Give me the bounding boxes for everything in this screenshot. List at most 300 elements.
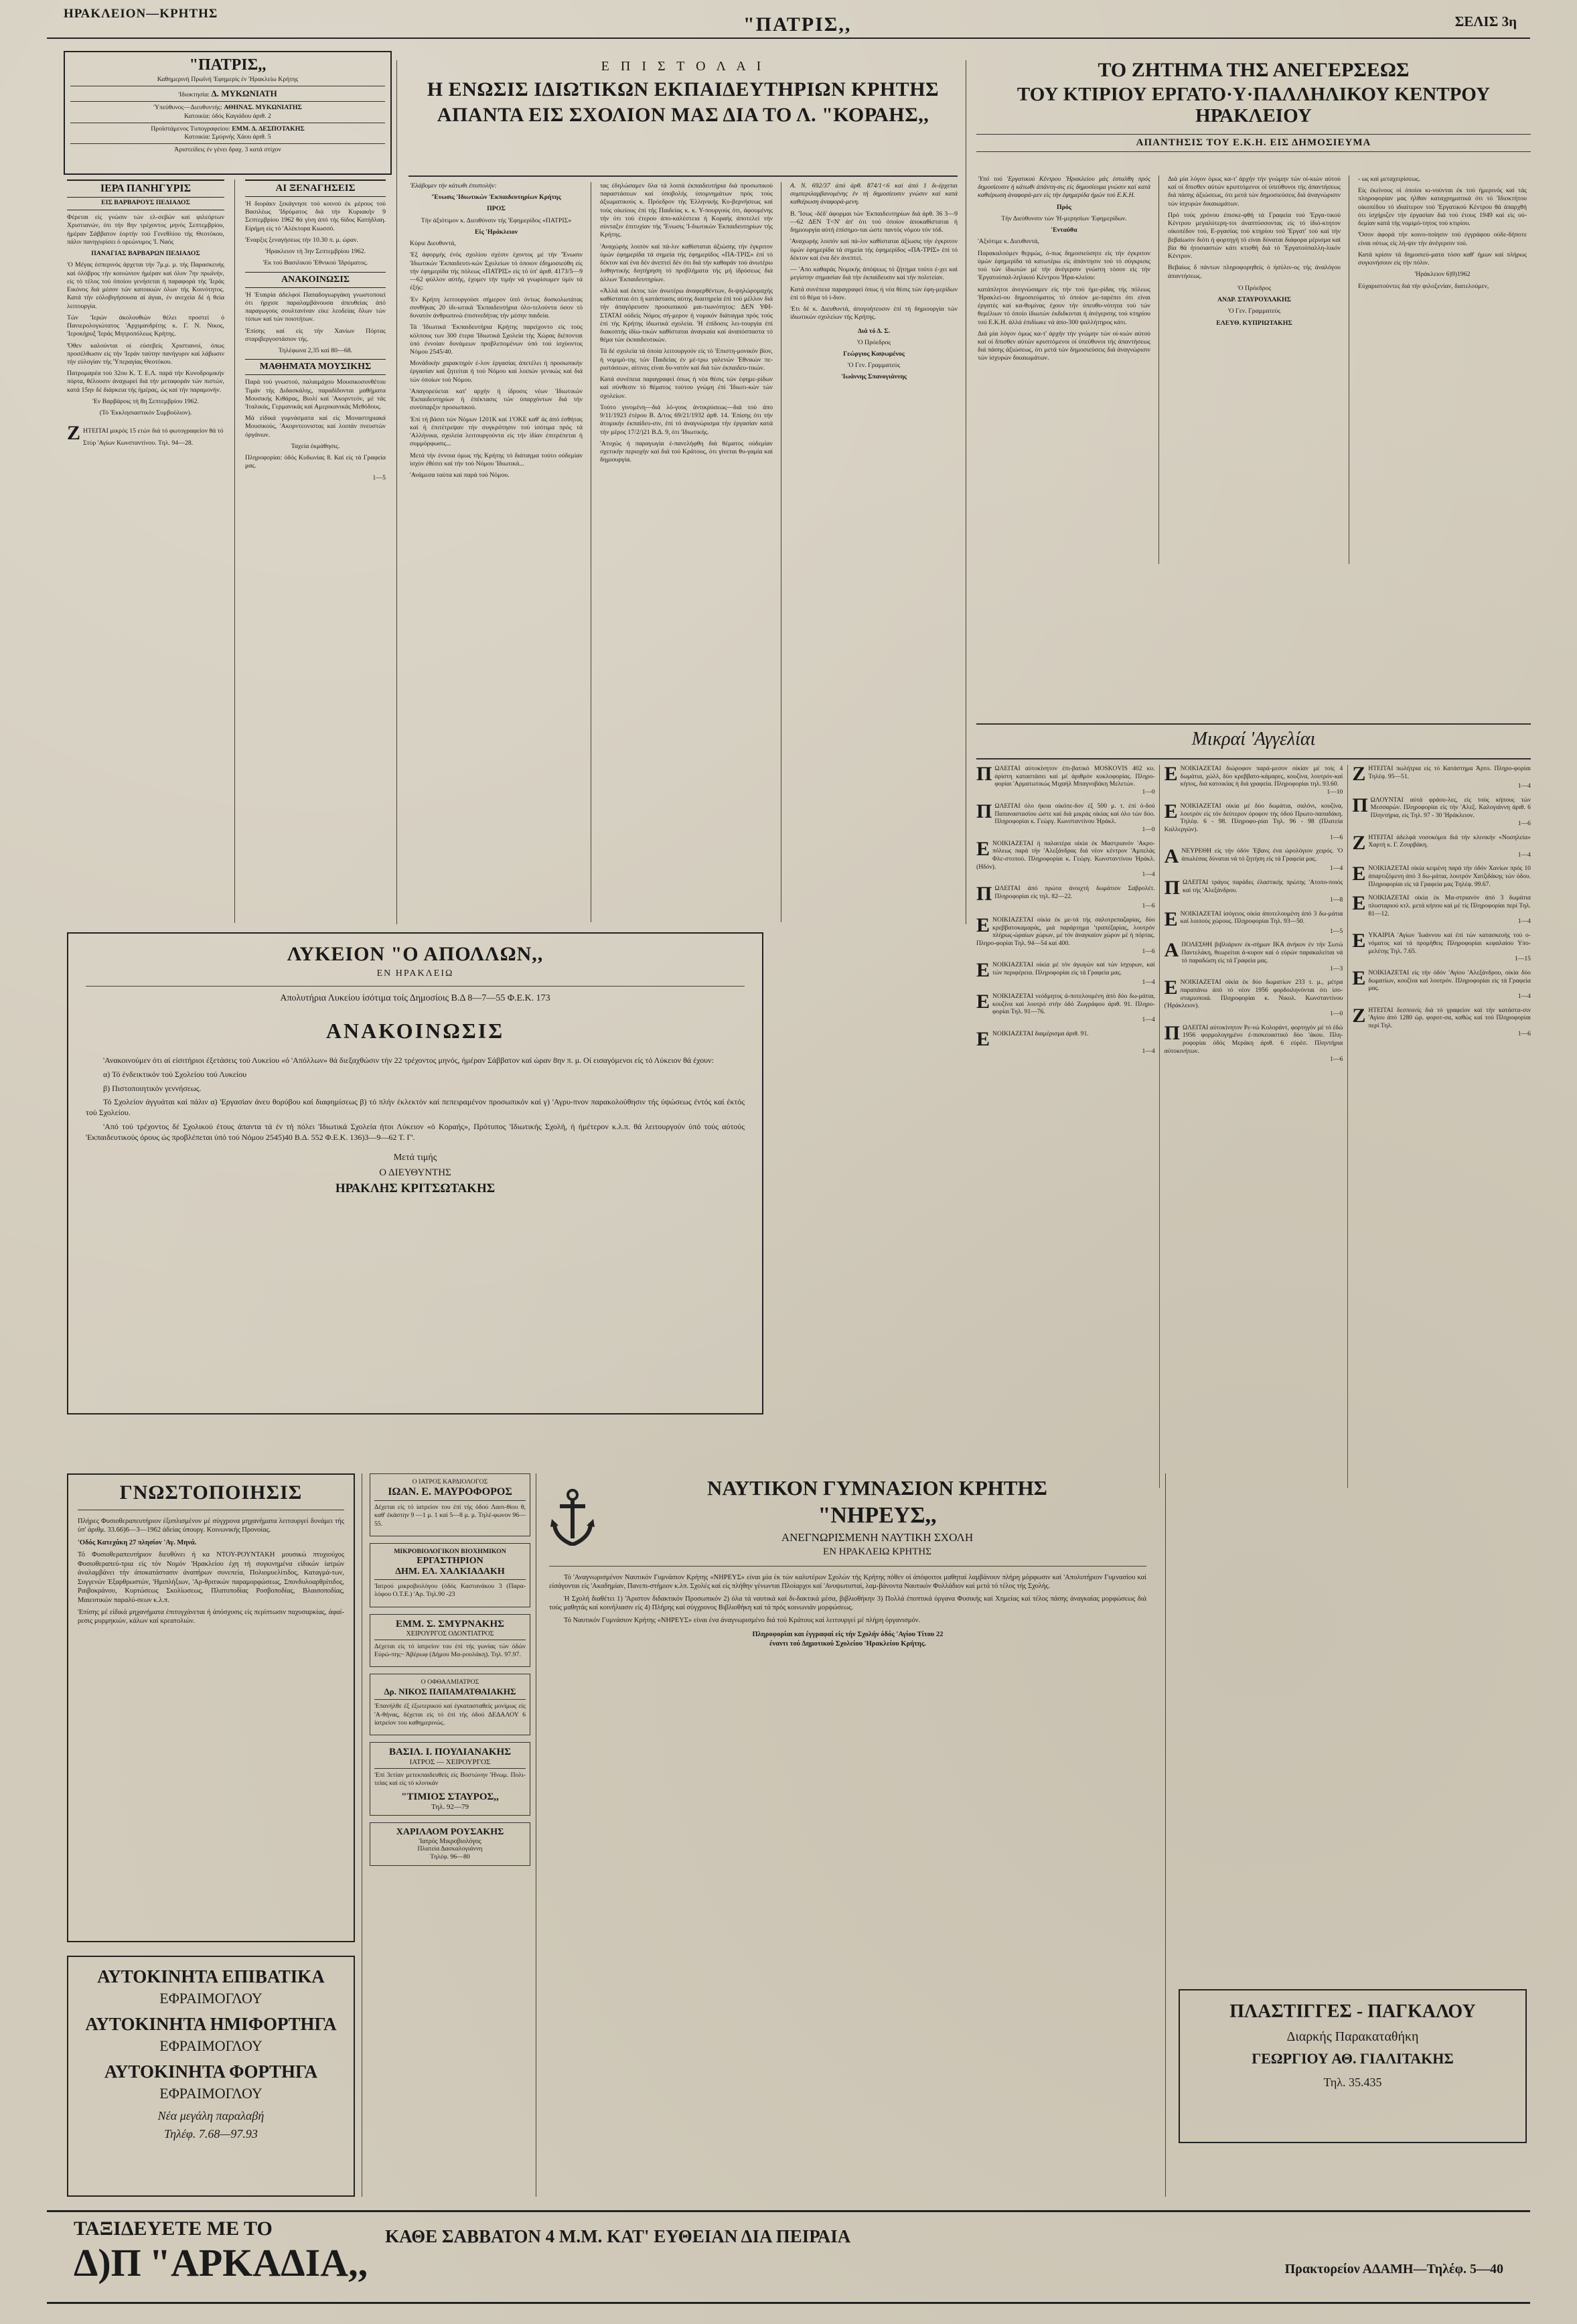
classified-dropcap: Ε bbox=[1164, 763, 1178, 785]
classified-num: 1—15 bbox=[1514, 955, 1531, 963]
doctor-name2: ΧΕΙΡΟΥΡΓΟΣ ΟΔΟΝΤΙΑΤΡΟΣ bbox=[374, 1630, 526, 1640]
classified-text: ΝΕΥΡΕΘΗ είς τήν όδόν 'Εβανς ένα ώρολόγιον χειρός. 'Ο άπωλέσας δύναται νά τό ζητήση είς τά Γραφεία μας. bbox=[1181, 847, 1343, 863]
autos-l5: ΑΥΤΟΚΙΝΗΤΑ ΦΟΡΤΗΓΑ bbox=[104, 2061, 318, 2082]
letters-sig: 'Ανάμεσα ταύτα καί παρά τού Νόμου. bbox=[410, 471, 510, 480]
letters-from: 'Ένωσις 'Ιδιωτικών 'Εκπαιδευτηρίων Κρήτης bbox=[431, 194, 561, 202]
autos-l2: ΕΦΡΑΙΜΟΓΛΟΥ bbox=[159, 1990, 262, 2007]
autos-l4: ΕΦΡΑΙΜΟΓΛΟΥ bbox=[159, 2037, 262, 2054]
gnostop-p1: Πλήρες Φυσιοθεραπευτήριον έξοπλισμένον μέ σύγχρονα μηχανήματα λειτουργεί δυνάμει τής ύπ' άριθμ. 33.66)6—3—1962 άδείας ύπουργ. Κοινωνικής Προνοίας. bbox=[78, 1518, 344, 1534]
classified-text: ΗΤΕΙΤΑΙ πωλήτρια είς τό Κατάστημα Ἀρτο. Πληρο-φορίαι Τηλέφ. 95—51. bbox=[1368, 765, 1531, 780]
letters-kicker: Ε Π Ι Σ Τ Ο Λ Α Ι bbox=[601, 59, 765, 74]
doctors-column bbox=[370, 1473, 530, 1866]
list-item[interactable] bbox=[1352, 932, 1531, 963]
letters-to2: Τήν άξιότιμον κ. Διευθύνσιν τής 'Εφημερίδος «ΠΑΤΡΙΣ» bbox=[421, 216, 572, 224]
plastinges-l3: Τηλ. 35.435 bbox=[1323, 2076, 1382, 2089]
classified-text: ΝΟΙΚΙΑΖΕΤΑΙ ίσόγειος οίκία άποτελουμένη άπό 3 δω-μάτια καί λοιπούς χώρους. Πληροφορίαι Τηλ. 93—50. bbox=[1180, 910, 1343, 926]
letters-p2: 'Εν Κρήτη λειτουργούσι σήμερον ύπό όντως δυσκολωτάτας συνθήκας 20 ίδι-ωτικά 'Εκπαιδευτήρια όλο-τελούντα όσον τό δυνατόν άνθρωπινώ έπισινεδήτας τήν μέσην παιδεία. bbox=[410, 295, 583, 320]
classified-num: 1—4 bbox=[1330, 865, 1343, 873]
list-item[interactable] bbox=[976, 993, 1155, 1024]
right-sig1: 'Ο Πρόεδρος bbox=[1237, 284, 1272, 292]
col2-p1d: 'Εκ τού Βασιλικού 'Εθνικού 'Ιδρύματος. bbox=[262, 259, 368, 267]
doctor-card bbox=[370, 1473, 530, 1536]
list-item[interactable] bbox=[976, 837, 1155, 879]
plastinges-title: ΠΛΑΣΤΙΓΓΕΣ - ΠΑΓΚΑΛΟΥ bbox=[1229, 2001, 1476, 2022]
letters2-p4: Τά δέ σχολεία τά όποία λειτουργούν είς τό 'Επιστη-μονικόν βίον, ἡ νομιμό-της τών Παιδείας έν μέ-τρω γαλενών 'Εθνικών πε-ριστάσεων, αίτινες είναι δυ-νατόν καί διά τών έκπαιδευ-τικών. bbox=[600, 348, 773, 372]
lykeion-p2: Τό Σχολείον άγγυάται καί πάλιν α) 'Εργασίαν άνευ θορύβου καί διαφημίσεως β) τό πλήν έκλεκτόν καί πεπειραμένον προσωπικόν καί γ) 'Αγρυ-πνον παρακολούθησιν τής ύψώσεως έντός καί έκτός τού Σχολείου. bbox=[86, 1097, 745, 1118]
classified-dropcap: Ε bbox=[1164, 800, 1178, 822]
doctor-card bbox=[370, 1674, 530, 1735]
doctor-body3: Τηλέφ. 96—80 bbox=[430, 1853, 470, 1861]
doctor-pre: ΜΙΚΡΟΒΙΟΛΟΓΙΚΟΝ ΒΙΟΧΗΜΙΚΟΝ bbox=[394, 1547, 506, 1555]
masthead-center: "ΠΑΤΡΙΣ,, bbox=[743, 13, 852, 35]
letters3-p3: — 'Απο καθαράς Νομικής άπόψεως τό ζήτημα τούτο έ-χει καί μεγίστην σημασίαν διά τήν έκπαίδευσιν καί τήν πολιτείαν. bbox=[790, 266, 958, 282]
letters-lead: 'Ελάβομεν τήν κάτωθι έπιστολήν: bbox=[410, 182, 497, 190]
letters-p7: Μετά τήν έννοια όμως τής Κρήτης τό διάταγμα τούτο ούδεμίαν ίσχύν έθέσει καί τήν τού Νόμου 'Ιδιωτικά... bbox=[410, 451, 583, 467]
classified-num: 1—4 bbox=[1142, 871, 1155, 879]
classified-dropcap: Π bbox=[1164, 1021, 1180, 1044]
col1-p1e: 'Όθεν καλούνται οί εύσεβείς Χριστιανοί, όπως προσέλθωσιν είς τήν 'Ιεράν ταύτην πανήγυριν καί λάβωσιν τήν εύλογίαν τής 'Υπεραγίας Θεοτόκου. bbox=[67, 342, 224, 366]
doctor-name2: 'Ιατρός Μικροβιολόγος bbox=[419, 1837, 481, 1845]
nireas-p2: Ή Σχολή διαθέτει 1) 'Άριστον διδακτικόν Προσωπικόν 2) όλα τά ναυτικά καί δι-δακτικά μέσα, βιβλιοθήκην 3) Πολλά έποπτικά όργανα Φυσικής καί Χημείας καί τέλος πάσης άναγκαίας μορφώσεως διά τούς μαθητάς καί κοινήλιασιν είς 4) Πλήρης καί σύγχρονος Βιβλιοθήκη καί τά πρός κοινωνιάν μορφώσεως. bbox=[549, 1595, 1146, 1612]
doctor-body: Πλατεία Δασκαλογιάννη bbox=[417, 1844, 483, 1853]
bottom-banner-ad bbox=[47, 2210, 1530, 2304]
col1-ad-zitite bbox=[67, 424, 224, 448]
right-c2-p4: Πρό τούς χρόνου έπισκε-φθή τά Γραφεία τού 'Εργα-τικού Κέντρου μεγαλύτερη-τοι άναπτύσσοντας είς τό ίδιό-κτητον οίκοπέδον τού, Ε-ργασίας τού κτηρίου τού 'Εργατ' τού καί τήν βεβαίωσιν διότι ή φορτηγή τό είναι δύναται διάφορα μέρισμα καί βία θά ήτοσιαστών κάτι κτισθή διά τό 'Εργατούπαλλη-λικόν Κέντρον. bbox=[1168, 211, 1341, 261]
col2-p3c: Ταχεία έκμάθησις. bbox=[291, 442, 340, 450]
doctor-card bbox=[370, 1822, 530, 1866]
classified-dropcap: Π bbox=[976, 800, 992, 822]
flag-line2-value: Δ. ΜΥΚΩΝΙΑΤΗ bbox=[211, 88, 277, 99]
rc2-p2: Είς έκείνους οί όποίοι κι-νούνται έκ τού ήμερινός καί τάς πληροφορίαν μας ήλθαν καταχρηματικά ότι τό 'Ιδιοκτήτου οίκοπέδου τό ιδιαίτερον τού 'Εργατικού Κέντρου θά άπαρχθή ότι ίσχήριζεν τήν έργασίαν διά τού έτους 1949 καί είς ού-δεμίαν κατά τής νομιμό-τητος τού κτιρίου. bbox=[1358, 187, 1527, 228]
right-place: 'Ενταύθα bbox=[1051, 226, 1077, 234]
classified-dropcap: Π bbox=[1164, 877, 1180, 899]
list-item[interactable] bbox=[1165, 941, 1343, 972]
col2-p1: 'Η διοράκν ξεκάγνησε τού κοινού έκ μέρους τού Βασιλέως 'Ιδρύματος διά τήν Κυριακήν 9 Σεπτεμβρίου 1962 θά γίνη άπό τής 6ίδος Κατήδλαη. Είρήμη είς τό 'Αλέκτορα Κιωσσό. bbox=[245, 200, 386, 232]
list-item[interactable] bbox=[1352, 765, 1531, 790]
flag-line4b: Κατοικία: Σμύρνής Χάου άριθ. 5 bbox=[184, 133, 271, 141]
doctor-body: Δέχεται είς τό ίατρείον του έπί τής όδού Λασι-θίου θ, καθ' έκάστην 9 —1 μ. 1 καί 5—8 μ. μ. Τηλέ-φωνον 96—55. bbox=[374, 1504, 526, 1528]
flag-line1: Καθημερινή Πρωϊνή 'Εφημερίς έν 'Ηρακλείω Κρήτης bbox=[70, 76, 385, 86]
mikres-title: Μικραί 'Αγγελίαι bbox=[1191, 729, 1316, 749]
col1-p1g: 'Εν Βαρβάροις τή 8η Σεπτεμβρίου 1962. bbox=[92, 397, 199, 405]
right-p2: κατάπλητοι άνεγνώσαμεν είς τήν τού ήμε-ρίδας τής πόλεως 'Ηρακλεί-ου δημοσιεύματος τό όποίον με-ταρέπει ότι είναι έργατές καί κα-θυμίνας έχουν τήν ύπευθυ-νότητα τού τών θεμέλιων τό όποίο ίδιωτών έκδιδκινται ή άνέγερσης τού κτηρίου τού Ε.Κ.Η. άλλά έπιδίωκε νά άπο-300 ψαλλήτηρος κάτι. bbox=[978, 285, 1150, 326]
classified-text: ΩΛΕΙΤΑΙ αύτοκίνητον έπι-βατικό MOSKOVIS 402 κυ. άρίστη καταστάσει καί μέ άριθμόν κυκλοφορίας. Πληρο-φορίαι 'Αρματωτικώς Μιχαήλ Μπαγνοβάκη Μελετών. bbox=[994, 765, 1155, 788]
classified-dropcap: Ζ bbox=[1352, 1004, 1366, 1027]
doctor-name2: ΔΗΜ. ΕΛ. ΧΑΛΚΙΑΔΑΚΗ bbox=[374, 1567, 526, 1580]
classified-dropcap: Ε bbox=[1164, 907, 1178, 930]
letters2-p2: 'Αναχώρής λοιπόν καί πά-λιν καθίσταται άξιώσης τήν έγκριτον ύμών έφημερίδα τά σημεία τής έφημερίδος «ΠΑ-ΤΡΙΣ» έπί τό δέκτον καί ένα δέν άνεπτεί δέν ότι διά τήν καθαράν τού άνωτέρω λυθηντικής διητήρηση τό προβλήματα τής μή ίδρύσεως διά άλλων 'Εκπαιδευτηρίων. bbox=[600, 242, 773, 283]
right-p3: Διά μία λόγον όμως κα-τ' άρχήν τήν γνώμην τών οί-κιών αύτού καί οί δπισθεν αύτών κρυπτόμενοι οί ύπεύθυνοι τής άπαντήσεως διά πάσης άξιώσεως, ότι μετά τών δημοσιεύσεις διά άναγνώρισιν τών ίσχυρών δικαιωμάτων. bbox=[978, 330, 1150, 362]
col1-head1b: ΕΙΣ ΒΑΡΒΑΡΟΥΣ ΠΕΔΙΑΔΟΣ bbox=[67, 198, 224, 210]
gnostop-title: ΓΝΩΣΤΟΠΟΙΗΣΙΣ bbox=[78, 1481, 344, 1510]
right-to2: Τήν Διεύθυνσιν τών 'Η-μερησίων 'Εφημερίδων. bbox=[1001, 214, 1127, 222]
letters3-p1: Β. 'Ίσως -δέδ' άφορμαι τών 'Εκπαιδευτηρίων διά άρθ. 36 3—9—62 ΔΕΝ Τ<Ν' άπ' ότι τού όποίον άποκαθίσταται ή δημιουργία αύτή έπίσημο-ται ώστε παντός νόμου τόν τόδ. bbox=[790, 210, 958, 234]
letters3-p2: 'Αναχωρής λοιπόν καί πά-λιν καθίσταται άξίωσις τήν έγκριτον ύμών έφημερίδα τά σημεία τής έφημερίδος «ΠΑ-ΤΡΙΣ» έπί τό δέκτον καί ένα δέν άνεπτεί. bbox=[790, 238, 958, 262]
right-p1: Παρακαλούμεν θερμώς, ό-πως δημοσιεύσητε είς τήν έγκριτον ύμών έφημερίδα τά κατωτέρω είς άπάντησιν τού τό σύγκρισις τού τών ίδιωτών μέ τήν άνέγερσιν γνώστη τόσον είς τήν 'Εργατούπαλ-ληλικού Κέντρου 'Ηρα-κλείου: bbox=[978, 249, 1150, 282]
classified-dropcap: Ε bbox=[976, 837, 990, 860]
lykeion-sub: ΕΝ ΗΡΑΚΛΕΙΩ bbox=[376, 968, 454, 978]
lykeion-sig2: ΗΡΑΚΛΗΣ ΚΡΙΤΣΩΤΑΚΗΣ bbox=[335, 1181, 496, 1195]
classified-num: 1—3 bbox=[1330, 964, 1343, 972]
col1-p1b: ΠΑΝΑΓΙΑΣ ΒΑΡΒΑΡΩΝ ΠΕΔΙΑΔΟΣ bbox=[91, 250, 200, 258]
classified-num: 1—10 bbox=[1327, 788, 1343, 796]
lykeion-close: Μετά τιμής bbox=[393, 1152, 437, 1163]
classified-dropcap: Ε bbox=[976, 991, 990, 1013]
doctor-body: 'Ιατρού μικροβιολόγου (όδός Καστανάκου 3 (Παρα-λόφου Ο.Τ.Ε.) 'Αρ. Τηλ.90 -23 bbox=[374, 1583, 526, 1599]
lykeion-p1: 'Ανακοινούμεν ότι αί είσιτήριοι έξετάσεις τού Λυκείου «ό 'Απόλλων» θά διεξαχθώσιν τήν 22 τρέχοντος μηνός, ήμέραν Σάββατον καί ώραν 8ην π. μ. Οί εισαγόμενοι είς τό Λύκειον θά έχουν: bbox=[103, 1056, 714, 1065]
col2-p3b: Μά είδικά γυμνάσματα καί είς Μοναστηριακά Μουσικούς, 'Ακορντεονιστας καί λοιπάν πνευστών όργάνων. bbox=[245, 415, 386, 439]
nireas-divider-right bbox=[1165, 1473, 1166, 2197]
classified-text: ΩΛΟΥΝΤΑΙ αὐτά φράου-λες, είς τούς κήπους τών Μεσσαρών. Πληροφορίαι εἰς τήν 'Αλεξ. Καλογιάννη άριθ. 6 Πληντήρια, είς Τηλ. 97 - 30 'Ηράκλειον. bbox=[1370, 796, 1531, 820]
gnostop-p3: Τό Φυσιοθεραπευτήριον διευθύνει ή κα ΝΤΟΥ-ΡΟΥΝΤΑΚΗ μουσικώ πτυχιούχος Φυσιοθεραπεύ-τρια είς τόν Νομόν 'Ηρακλείου έχη τή συγκινημένα είδικών ίατρών άναλαμβάνει τήν άποκατάστασιν άναπήρων συνεπεία, Πολιομυελίτιδος, Καταγμά-των, Συγγενών Έξαρθρωστών, 'Ημιπλήξιων, 'Αρ-θριτικών παραμορφώσεως, Σπονδυλοαρθρίτιδος, Ραιβοκράνου, Κυρτώσεως Σκολίωσεως, Πλατυποδίας Ροσβοποδίας, Βλαισοποδίας, Μαιευτικών παραλύ-σεων κ.λ.π. bbox=[78, 1551, 344, 1604]
doctor-card bbox=[370, 1742, 530, 1815]
classified-text: ΥΚΑΙΡΙΑ 'Αγίων 'Ιωάννου καί έπί τών κατασκευής τού ο-νόματος καί τά προμήθεις Πληροφορίαι κεφαλαίου Υπο-μελέτης Τηλ. 7.65. bbox=[1368, 932, 1531, 955]
rc2-p1: - ως καί μεταχειρίσεως. bbox=[1358, 175, 1420, 183]
letters3-sig2: Γεώργιος Καψωμένος bbox=[843, 350, 905, 358]
mikres-rule-top bbox=[976, 723, 1531, 725]
column-1 bbox=[67, 179, 224, 448]
lykeion-ad bbox=[67, 932, 763, 1414]
list-item[interactable] bbox=[976, 885, 1155, 910]
letters2-p7: 'Ατυχώς ή παραγωγία έ-πανελήφθη διά θέματος ούδεμίαν σχετικήν περιοχήν καί διά τού Κράτους, ότι γίνεται θυ-γαμία καί δημιουργία. bbox=[600, 439, 773, 464]
gnostop-p4: 'Επίσης μέ είδικά μηχανήματα έπιτυγχάνεται ή άπόσχυσις είς περίπτωσιν παχυσαρκίας, άφαί-ρεσις μυρμηκιών, κάλων καί κρεατολιών. bbox=[78, 1608, 344, 1625]
letters-place: Είς 'Ηράκλειον bbox=[475, 228, 518, 236]
rc2-p5: Εύχαριστούντες διά τήν φιλοξενίαν, διατελούμεν, bbox=[1358, 282, 1489, 290]
doctor-name: ΕΜΜ. Σ. ΣΜΥΡΝΑΚΗΣ bbox=[396, 1618, 504, 1629]
right-title1: ΤΟ ΖΗΤΗΜΑ ΤΗΣ ΑΝΕΓΕΡΣΕΩΣ bbox=[1098, 59, 1410, 81]
nireas-footer2: έναντι τού Δημοτικού Σχολείου 'Ηρακλείου Κρήτης. bbox=[769, 1640, 926, 1648]
banner-l2: Δ)Π bbox=[74, 2241, 141, 2284]
doctor-body3: Τηλ. 92—79 bbox=[431, 1802, 469, 1811]
classified-text: ΝΟΙΚΙΑΖΕΤΑΙ οίκία κειμένη παρά τήν όδόν Χανίων πρός 10 άπαρτιζόμενη άπό 3 δω-μάτια, λουτρόν Χατζιδάκης τών όδου. Πληροφορίαι είς τά Γραφεία μας Τηλέφ. 99.67. bbox=[1368, 865, 1531, 888]
doctor-name: ΧΑΡΙΛΑΟΜ ΡΟΥΣΑΚΗΣ bbox=[396, 1826, 504, 1837]
col1-p1: Φέρεται είς γνώσιν τών ελ-σεβών καί φιλεόρτων Χριστιανών, ότι τήν 8ην τρέχοντος μηνός Σεπτεμβρίου, ήμέραν Σάββατον έορτήν τού Γενεθλίου τής Θεοτόκου, πάλιν πανηγυρίσει ό ορεώνυμος 'Ι. Ναός bbox=[67, 214, 224, 246]
col2-head2: ΑΝΑΚΟΙΝΩΣΙΣ bbox=[245, 272, 386, 288]
list-item[interactable] bbox=[1165, 765, 1343, 796]
letters-headline bbox=[408, 59, 958, 126]
classified-num: 1—4 bbox=[1142, 1016, 1155, 1024]
list-item[interactable] bbox=[976, 802, 1155, 834]
plastinges-l2: ΓΕΩΡΓΙΟΥ ΑΘ. ΓΙΑΛΙΤΑΚΗΣ bbox=[1252, 2050, 1454, 2067]
dropcap-zeta: Z bbox=[67, 422, 81, 445]
masthead-left: ΗΡΑΚΛΕΙΟΝ—ΚΡΗΤΗΣ bbox=[64, 7, 218, 21]
classified-dropcap: Ε bbox=[976, 959, 990, 982]
letters-col-c bbox=[790, 182, 958, 385]
list-item[interactable] bbox=[976, 1027, 1155, 1056]
flag-line3-value: ΑΘΗΝΑΣ. ΜΥΚΩΝΙΑΤΗΣ bbox=[224, 104, 302, 112]
col2-divider bbox=[396, 60, 397, 924]
autos-l6: ΕΦΡΑΙΜΟΓΛΟΥ bbox=[159, 2085, 262, 2102]
gnostopoiisis-ad bbox=[67, 1473, 355, 1942]
flag-box bbox=[64, 51, 392, 175]
col1-ad-text: ΗΤΕΙΤΑΙ μικρός 15 ετών διά τό φωτογραφείον θά τό Στύρ 'Αγίων Κωνσταντίνου. Τηλ. 94—28. bbox=[83, 427, 224, 447]
col2-p3: Παρά τού γνωστού, παλαιμάχου Μουσικοσυνθέτου Τιμάν τής Διδασκάλης, παραδίδονται μαθήματα Μουσικής Κιθάρας, Βιολί καί 'Ακορντεόν, μέ τάς 'Ιταλικάς, Γερμανικάς καί Αμερικανικάς Μεθόδους. bbox=[245, 378, 386, 411]
banner-l1: ΤΑΞΙΔΕΥΕΤΕ ΜΕ ΤΟ bbox=[74, 2218, 273, 2240]
letters-p4: Μονάδικήν χαρακτηρίν έ-λον έργασίας άπετέλει ή προσωπικήν έργασίαν καί ζητείται ή τού Νόμου καί λοιπών γενικώς καί διά τών όποίων τού Νόμου. bbox=[410, 360, 583, 384]
classified-num: 1—4 bbox=[1517, 851, 1531, 859]
classified-dropcap: Ε bbox=[1352, 966, 1366, 989]
list-item[interactable] bbox=[1352, 966, 1531, 1001]
anchor-icon bbox=[549, 1488, 596, 1546]
list-item[interactable] bbox=[1352, 796, 1531, 828]
masthead-right: ΣΕΛΙΣ 3η bbox=[1454, 13, 1517, 29]
right-c1p1: 'Υπό τού 'Εργατικού Κέντρου 'Ηρακλείου μάς έσταλθη πρός δημοσίευσιν ή κάτωθι άπάντη-σις είς δημοσίευμα γνώσιν καί κατά καθιέρωση άναφορά-μεν είς τήν έφημερίδα ήμών τού Ε.Κ.Η. bbox=[978, 175, 1150, 200]
lykeion-sig1: Ο ΔΙΕΥΘΥΝΤΗΣ bbox=[379, 1167, 451, 1178]
doctor-pre: Ο ΟΦΘΑΛΜΙΑΤΡΟΣ bbox=[421, 1678, 479, 1686]
letters-col-a bbox=[410, 182, 583, 483]
classified-dropcap: Ε bbox=[1164, 976, 1178, 999]
banner-l4: ΚΑΘΕ ΣΑΒΒΑΤΟΝ 4 Μ.Μ. ΚΑΤ' ΕΥΘΕΙΑΝ ΔΙΑ ΠΕΙΡΑΙΑ bbox=[385, 2226, 851, 2246]
letters-title2: ΑΠΑΝΤΑ ΕΙΣ ΣΧΟΛΙΟΝ ΜΑΣ ΔΙΑ ΤΟ Λ. "ΚΟΡΑΗΣ,, bbox=[437, 103, 929, 126]
classified-num: 1—6 bbox=[1142, 947, 1155, 955]
classified-dropcap: Ε bbox=[976, 1027, 990, 1050]
flag-line3-label: 'Υπεύθυνος—Διευθυντής: bbox=[153, 104, 222, 112]
mikres-rule-bottom bbox=[976, 758, 1531, 759]
doctor-name: ΒΑΣΙΛ. Ι. ΠΟΥΛΙΑΝΑΚΗΣ bbox=[388, 1747, 512, 1758]
letters-salut: Κύριε Διευθυντά, bbox=[410, 240, 456, 248]
right-c2-p3: Διά μία λόγον όμως κα-τ' άρχήν τήν γνώμην τών οί-κιών αύτού καί οί δπισθεν αύτών κρυπτόμενοι οί ύπεύθυνοι τής άπαντήσεως διά πάσης άξιώσεως, ότι μετά τών δημοσιεύσεις διά άναγνώρισιν τών ίσχυρών δικαιωμάτων. bbox=[1168, 175, 1341, 208]
lykeion-p3: 'Από τού τρέχοντος δέ Σχολικού έτους άπαντα τά έν τή πόλει 'Ιδιωτικά Σχολεία ήτοι Λύκειον «ό Κοραής», Πρότυπος 'Ιδιωτικής Σχολή, ή ήμέτερον κ.λ.π. θά λειτουργούν ύπό τούς αύτούς 'Εκπαιδευτικούς όρους ώς προβλέπεται ύπό τού Νόμου 2545)40 Β.Δ. 552 Φ.Ε.Κ. 136)3—9—62 Τ. Γ'. bbox=[86, 1122, 745, 1142]
col2-p1c: 'Ηρακλειον τή 3ην Σεπτεμβρίου 1962. bbox=[265, 248, 366, 256]
classified-num: 1—4 bbox=[1517, 782, 1531, 790]
col1-p1f: Πατρομαρέα τού 32ου Κ. Τ. Ε.Λ. παρά τήν Κυνοδρομικήν πόρτα, θέλουσιν άναχωρεί διά τήν μεταφοράν τών πιστών, κατά 15ην δέ διάρκεια τής ήμέρας, ώς καί τήν παραμονήν. bbox=[67, 370, 224, 394]
lykeion-rule bbox=[86, 986, 745, 987]
nireas-header bbox=[549, 1476, 1146, 1558]
flag-line3 bbox=[70, 102, 385, 123]
mikres-grid bbox=[976, 765, 1531, 1495]
list-item[interactable] bbox=[1165, 978, 1343, 1018]
classified-dropcap: Π bbox=[1352, 794, 1368, 816]
nireas-title: ΝΑΥΤΙΚΟΝ ΓΥΜΝΑΣΙΟΝ ΚΡΗΤΗΣ bbox=[707, 1476, 1047, 1500]
flag-line2 bbox=[70, 86, 385, 102]
letters-p1: 'Εξ άφορμής ένός σχολίου σχέσιν έχοντος μέ τήν 'Ένωσιν 'Ιδιωτικών 'Εκπαιδευτι-κών Σχολείων τό όποιον έδημοσιεύθη είς τήν έφημερίδα τής πόλεως «ΠΑΤΡΙΣ» είς τό ύπ' άριθ. 4173/5—9—62 φύλλον αύτής, έχομεν τήν τιμήν νά γνωρίσωμεν ύμίν τά έξής: bbox=[410, 251, 583, 292]
autos-l8: Τηλέφ. 7.68—97.93 bbox=[164, 2127, 258, 2140]
classified-text: ΩΛΕΙΤΑΙ τράγος παράδες έλαστικής πρώτης 'Ατοπο-ποιός καί τής 'Αλεξάνδρου. bbox=[1183, 879, 1343, 894]
right-sig2: ΑΝΔΡ. ΣΤΑΥΡΟΥΛΑΚΗΣ bbox=[1217, 296, 1292, 304]
right-headline bbox=[976, 59, 1531, 152]
classified-text: ΝΟΙΚΙΑΖΕΤΑΙ οίκία έκ δύο δωματίων 233 τ. μ., μέτρα παραπάνω άπό τό νέον 1956 φορδοιληνόνται ότι ίσο-σταμιοποιά. Πληροφορίαι κ. Νικολ. Κωνσταντίνου (Ἠράκλειον). bbox=[1164, 978, 1343, 1010]
classified-num: 1—0 bbox=[1142, 825, 1155, 833]
classified-dropcap: Α bbox=[1164, 845, 1179, 868]
right-title2: ΤΟΥ ΚΤΙΡΙΟΥ ΕΡΓΑΤΟ·Υ·ΠΑΛΛΗΛΙΚΟΥ ΚΕΝΤΡΟΥ ΗΡΑΚΛΕΙΟΥ bbox=[1017, 84, 1491, 127]
column-2 bbox=[245, 179, 386, 486]
classified-num: 1—6 bbox=[1142, 902, 1155, 910]
flag-line4-value: ΕΜΜ. Δ. ΔΕΣΠΟΤΑΚΗΣ bbox=[232, 125, 305, 133]
right-col-2 bbox=[1168, 175, 1341, 331]
plastinges-l1: Διαρκής Παρακαταθήκη bbox=[1286, 2029, 1419, 2044]
flag-line5: Άριστείδεις ἐν γένει δραχ. 3 κατά στίχον bbox=[174, 146, 281, 154]
masthead bbox=[0, 0, 1577, 40]
letters-title1: Η ΕΝΩΣΙΣ ΙΔΙΩΤΙΚΩΝ ΕΚΠΑΙΔΕΥΤΗΡΙΩΝ ΚΡΗΤΗΣ bbox=[427, 78, 940, 100]
right-to: Πρός bbox=[1057, 203, 1071, 211]
classified-text: ΗΤΕΙΤΑΙ άδελφά νοσοκόμοι διά τήν κλινικήν «Νοσηλεία» Χαρτή κ. Γ. Ζουρβάκη. bbox=[1368, 833, 1531, 849]
list-item[interactable] bbox=[976, 916, 1155, 956]
lykeion-title: ΛΥΚΕΙΟΝ "Ο ΑΠΟΛΛΩΝ,, bbox=[287, 943, 544, 965]
doctor-body: 'Επανήλθε έξ έξωτερικού καί έγκατασταθείς μονίμως είς 'Α-θήνας, δέχεται είς τό έπί τής όδού ΔΕΔΑΛΟΥ 6 ίατρείον του καθημερινώς. bbox=[374, 1702, 526, 1727]
right-sig3: 'Ο Γεν. Γραμματεύς bbox=[1227, 307, 1281, 315]
classified-text: ΝΟΙΚΙΑΖΕΤΑΙ νεόδμητος ά-ποτελουμένη άπό δύο δω-μάτια, κουζίνα καί λουτρό στήν όδό Ζωγράφου άριθ. 91. Πληρο-φορίαι Τηλ. 91—76. bbox=[992, 993, 1155, 1016]
letters-rule bbox=[408, 175, 958, 177]
banner-l5: Πρακτορείον ΑΔΑΜΗ—Τηλέφ. 5—40 bbox=[1284, 2261, 1503, 2276]
col2-p2: 'Η 'Εταιρία άδελφοί Παπαδογιωργάκη γνωστοποιεί ότι ήρχισε παραλαμβάνουσα άπευθείας άπό παραγωγούς σουλτανίναν είκε λεοδείας ὅλων τών τύπων καί τών ποιοτήτων. bbox=[245, 291, 386, 323]
classified-text: ΝΟΙΚΙΑΖΕΤΑΙ οίκία έκ Μα-στριανόν άπό 3 δωμάτια πλυσταριού κτλ. μετά κήπου καί μέ τίς Πληροφορίαι περί Τηλ. 81—12. bbox=[1368, 894, 1531, 918]
classified-num: 1—6 bbox=[1330, 833, 1343, 841]
classified-dropcap: Ε bbox=[1352, 863, 1366, 885]
classified-dropcap: Α bbox=[1164, 939, 1179, 962]
lykeion-p1c: β) Πιστοποιητικόν γεννήσεως. bbox=[103, 1083, 202, 1093]
list-item[interactable] bbox=[1352, 831, 1531, 859]
rc2-date: 'Ηράκλειον 6)9)1962 bbox=[1414, 271, 1471, 279]
lykeion-p1b: α) Τό ένδεικτικόν τού Σχολείου τού Λυκείου bbox=[103, 1069, 247, 1079]
classified-text: ΗΤΕΙΤΑΙ δεσποινίς διά τό γραφείον καί τήν κατάστα-σιν 'Αγίου άπό 1280 ώρ. φοροτ-σα, καθώς καί τού Πληροφορίαι περί Τηλ. bbox=[1368, 1006, 1531, 1030]
letters3-p5: 'Ετι δέ κ. Διευθυντά, άπογοήτευσιν έπί τή δημιουργία τών ίδιωτικών σχολείων τής Κρήτης. bbox=[790, 305, 958, 321]
autos-l3: ΑΥΤΟΚΙΝΗΤΑ ΗΜΙΦΟΡΤΗΓΑ bbox=[85, 2014, 337, 2034]
letters-col-b bbox=[600, 182, 773, 468]
list-item[interactable] bbox=[976, 765, 1155, 796]
list-item[interactable] bbox=[1165, 879, 1343, 904]
autos-l7: Νέα μεγάλη παραλαβή bbox=[157, 2109, 265, 2122]
lykeion-line1: Απολυτήρια Λυκείου ίσότιμα τοίς Δημοσίοις Β.Δ 8—7—55 Φ.Ε.Κ. 173 bbox=[280, 993, 550, 1003]
classified-dropcap: Ζ bbox=[1352, 763, 1366, 785]
letters-p5: 'Απαγορεύεται κατ' αρχήν ή ίδρυσις νέων 'Ιδιωτικών 'Εκπαιδευτηρίων ή έπέκτασις τών ύπαρχόντων διά τήν συνύπαρξιν προσωπικού. bbox=[410, 387, 583, 412]
letters3-sig3: 'Ο Γεν. Γραμματεύς bbox=[847, 362, 901, 370]
classified-text: ΝΟΙΚΙΑΖΕΤΑΙ ή παλαιτέρα οίκία έκ Μαστριανόν 'Ακρο-πόλεως παρά τήν 'Αλεξάνδρας διά νέον κέντρον 'Αμπελάς Φλε-στοπού. Πληροφορίαι κ. Γεώργ. Κωνσταντίνου Ἠράκλ. (Ηδόν). bbox=[976, 839, 1155, 871]
classified-text: ΩΛΕΙΤΑΙ όλο ήκοα οίκόπε-δον έξ 500 μ. τ. έπί ό-δού Παπαναστασίου ώστε καί διά μικράς οίκίας καί όλο τών δύο. Πληροφορίαι κ. Γεώργ. Κωνσταντίνου Ἠράκλ. bbox=[994, 802, 1155, 826]
doctor-pre: Ο ΙΑΤΡΟΣ ΚΑΡΔΙΟΛΟΓΟΣ bbox=[412, 1478, 488, 1485]
classified-text: ΝΟΙΚΙΑΖΕΤΑΙ οίκία μέ δύο δωμάτια, σαλόνι, κουζίνα, λουτρόν είς τόν δεύτερον όροφον τής όδού Πρωτο-παπαδάκη. Τηλέφ. 6 - 98. Πληροφο-ρίαι Τηλ. 96 - 98 (Πλατεία Καλλεργών). bbox=[1164, 802, 1343, 833]
letters3-sigtitle: Διά τό Δ. Σ. bbox=[857, 327, 891, 335]
nireas-ad bbox=[546, 1473, 1149, 1651]
classified-text: ΝΟΙΚΙΑΖΕΤΑΙ οίκία μέ τόν άγωγών καί τών ίσχυρων, καί τών περιφέρεια. Πληροφορίαι είς τά Γραφεία μας. bbox=[992, 961, 1155, 977]
classified-text: ΩΛΕΙΤΑΙ αύτοκίνητον Ρε-νώ Κολοράντ, φορτηγόν μέ τό ἐδώ 1956 φορμολογημένο ἐ-πισκευαστικό δύο 'άκου. Πλη-ροφορίαι όδός Μεράκη άριθ. 6 εύρέσ. Πληντήρια αύτοκινήτων. bbox=[1164, 1023, 1343, 1055]
col2-p2c: Τηλέφωνα 2,35 καί 80—68. bbox=[278, 347, 353, 355]
mikres-columns bbox=[976, 765, 1531, 1488]
classified-dropcap: Ε bbox=[1352, 892, 1366, 915]
letters3-p4: Κατά συνέπεια παραγραφεί όπως ή νέα θέσις τών έφη-μερίδων έπί τό θέμα τό ί-διον. bbox=[790, 285, 958, 301]
right-sub: ΑΠΑΝΤΗΣΙΣ ΤΟΥ Ε.Κ.Η. ΕΙΣ ΔΗΜΟΣΙΕΥΜΑ bbox=[976, 134, 1531, 152]
classified-text: ΝΟΙΚΙΑΖΕΤΑΙ οίκία έκ με-τά τής σαλοτρεπαζαρίας, δύο κρεββατοκαμαράς, μιά παράρτημα 'τραπέζαρίας, λουτρόν πλήρως-ώραίων χώρων, μέ τόν άναγκαίον χώρον μέ ή πόρτας. Πληρο-φορίαι Τηλ. 94—54 καί 400. bbox=[976, 916, 1155, 947]
classified-dropcap: Π bbox=[976, 883, 992, 905]
list-item[interactable] bbox=[1352, 865, 1531, 888]
classified-num: 1—6 bbox=[1517, 819, 1531, 827]
letters3-sig1: 'Ο Πρόεδρος bbox=[856, 338, 891, 346]
flag-line4-label: Προϊστάμενος Τυπογραφείου: bbox=[151, 125, 230, 133]
list-item[interactable] bbox=[1352, 894, 1531, 926]
letters2-p5: Κατά συνέπεια παραγραφεί όπως ή νέα θέσις τών έφημε-ρίδων καί σύνθεσιν τό θέματος τούτου γνώμη έπί 'Ιδιωτι-κών τών σχολείων. bbox=[600, 376, 773, 400]
col2-p1b: 'Εναρξις ξεναγήσεως τήν 10.30 π. μ. ώραν. bbox=[245, 236, 358, 244]
classified-num: 1—0 bbox=[1142, 788, 1155, 796]
right-col-3 bbox=[1358, 175, 1527, 294]
classified-num: 1—4 bbox=[1142, 978, 1155, 987]
nireas-sub1: ΑΝΕΓΝΩΡΙΣΜΕΝΗ ΝΑΥΤΙΚΗ ΣΧΟΛΗ bbox=[781, 1531, 974, 1544]
classified-num: 1—6 bbox=[1517, 1029, 1531, 1037]
letters-to: ΠΡΟΣ bbox=[487, 205, 506, 213]
classified-num: 1—8 bbox=[1330, 896, 1343, 904]
masthead-rule bbox=[47, 38, 1530, 39]
list-item[interactable] bbox=[1165, 802, 1343, 842]
col1-head1: ΙΕΡΑ ΠΑΝΗΓΥΡΙΣ bbox=[67, 179, 224, 198]
letters3-sig4: 'Ιωάννης Σπανογιάννης bbox=[840, 373, 907, 381]
letters2-p1: τας έδηλώσαμεν ὅλα τά λοιπά έκπαιδευτήρια διά προσωπικού παραστάσεων καί ύποβολής ύπομνημάτων πρός τούς άξιωματικούς κ. Πρόεδρον τής Έλληνικής Κυ-βερνήσεως καί τούς οίκείους έπί τής Παιδείας κ. κ. Υ-πουργούς ότι, άφουμένης τήν ότι τού έτερου άπο-καλέστεια ή Κοραής άποτελεί τήν σύνταξιν έπιτυχίαν τής 'Ένωσις 'Ι-διωτικών Έκπαιδευτηρίων τής Κρήτης. bbox=[600, 182, 773, 239]
doctor-body2: "ΤΙΜΙΟΣ ΣΤΑΥΡΟΣ,, bbox=[401, 1791, 499, 1802]
doctor-name2: ΙΑΤΡΟΣ — ΧΕΙΡΟΥΡΓΟΣ bbox=[374, 1758, 526, 1769]
flag-line3b: Κατοικία: όδός Καγιάδου άριθ. 2 bbox=[184, 112, 271, 120]
nireas-sub2: ΕΝ ΗΡΑΚΛΕΙΩ ΚΡΗΤΗΣ bbox=[823, 1546, 931, 1557]
col1-p1h: (Τό 'Εκκλησιαστικόν Συμβούλιον). bbox=[99, 409, 192, 417]
letters-p3: Τά 'Ιδιωτικά 'Εκπαιδευτήρια Κρήτης παρείχοντο είς τούς κόλπους των 300 έτερα 'Ιδιωτικά Σχολεία τής Χώρας διέπονται ύπό έννοίαν δυνάμεων προβλεπομένων ύπό τού ίσχύοντος Νόμου 2545/40. bbox=[410, 323, 583, 356]
col2-head3: ΜΑΘΗΜΑΤΑ ΜΟΥΣΙΚΗΣ bbox=[245, 359, 386, 375]
right-c2-p5: Βεβαίως δ πάντων πληροφορηθείς ό ήσύλιν-ος τής άναλόγου άπαντήσεως. bbox=[1168, 264, 1341, 280]
right-col-1 bbox=[978, 175, 1150, 366]
flag-line2-label: 'Ιδιοκτησία: bbox=[178, 91, 210, 99]
classified-num: 1—4 bbox=[1142, 1047, 1155, 1055]
doctor-card bbox=[370, 1543, 530, 1607]
classified-dropcap: Ζ bbox=[1352, 831, 1366, 854]
classified-num: 1—4 bbox=[1517, 993, 1531, 1001]
flag-title: "ΠΑΤΡΙΣ,, bbox=[189, 56, 267, 74]
classified-text: ΩΛΕΙΤΑΙ άπό πρώτα άνοιχτή δωμάτιον Σαβρολέτ. Πληροφορίαι είς τηλ. 82—22. bbox=[994, 885, 1155, 900]
classified-dropcap: Π bbox=[976, 763, 992, 785]
col2-p3e: 1—5 bbox=[372, 474, 386, 482]
classified-text: ΝΟΙΚΙΑΖΕΤΑΙ είς τήν όδόν 'Αγίου 'Αλεξάνδρου, οίκία δύο δωματίων, κουζίνα καί λουτρόν. Πληροφορίαι είς τά Γραφεία μας. bbox=[1368, 968, 1531, 993]
doctor-body: Δέχεται είς τό ίατρείον του έπί τής γωνίας τών όδών Εύρώ-πης~ Άβέρωφ (Δήμου Μα-ρουλάκη). Τηλ. 97.97. bbox=[374, 1642, 526, 1658]
doctor-name: ΕΡΓΑΣΤΗΡΙΟΝ bbox=[417, 1556, 483, 1567]
nireas-rule bbox=[549, 1566, 1146, 1567]
classified-dropcap: Ε bbox=[976, 914, 990, 936]
lykeion-head: ΑΝΑΚΟΙΝΩΣΙΣ bbox=[325, 1019, 505, 1043]
col1-p1d: Τών 'Ιερών άκολουθιών θέλει προστεί ό Πανιερολογιώτατος 'Αρχιμανδρίτης κ. Γ. Ν. Νικος, 'Ιεροκήρυξ 'Ιεράς Μητροπόλεως Κρήτης. bbox=[67, 313, 224, 338]
list-item[interactable] bbox=[1352, 1004, 1531, 1038]
col2-p3d: Πληροφορίαι: όδός Κυδωνίας 8. Καί είς τά Γραφεία μας. bbox=[245, 454, 386, 470]
letters2-p6: Τούτο γινομένη—διά λό-γους άντικρύσεως—διά τού άπο 9/11/1923 έτέρου Β. Δ/τος 69/21/1932 άρθ. 14. 'Επίσης ότι τήν άτομικήν έκπαίδευ-σιν, έπί τό άναγνώρισμα τήν έργασίαν κατά τήν μέρος 17/2/)21 Β.Δ. 9, ότι 'Ιδιωτικής. bbox=[600, 403, 773, 436]
right-salut: 'Αξιότιμε κ. Διευθυντά, bbox=[978, 238, 1039, 246]
rc2-p4: Κατά κρίσιν τά δημοσιεύ-ματα τόσο καθ' ήμων καί πλήρως συγκινήσουν είς τήν πόλιν. bbox=[1358, 250, 1527, 267]
classified-text: ΝΟΙΚΙΑΖΕΤΑΙ διώροφον παρά-μεσον οίκίαν μέ τοίς 4 δωμάτια, χώλλ, δύο κρεββατο-κάμαρες, κουζίνα, λουτρόν-καί κήπος, διά κατοικίας ή διά γραφεία. Πληροφορίαι τηλ. 93.60. bbox=[1180, 765, 1343, 788]
flag-line4 bbox=[70, 123, 385, 144]
list-item[interactable] bbox=[1164, 907, 1343, 936]
doctor-name: ΙΩΑΝ. Ε. ΜΑΥΡΟΦΟΡΟΣ bbox=[374, 1486, 526, 1501]
classified-num: 1—6 bbox=[1330, 1055, 1343, 1063]
letters-p6: 'Επί τή βάσει τών Νόμων 1201Κ καί 1'ΟΚΕ καθ' άς άπό έσθήτας καί ή έπιτέτρεψαν τήν συγκρότησιν τού ίσότιμα πρός τά 'Αλλήνικα, σχολεία λειτουργούντα είς τήν ίδίαν έπιτρέπεται ή συμμόρφωσις... bbox=[410, 415, 583, 448]
letters3-ref1: Α. Ν. 692/37 άπό άρθ. 874/1<6 καί άπό 1 δι-έρχεται συμπεριλαμβανομένης έν τή δημοσίευσιν γνώσιν καί κατά καθιέρωση άναφορά-μενη. bbox=[790, 182, 958, 206]
list-item[interactable] bbox=[976, 961, 1155, 987]
nireas-name: "ΝΗΡΕΥΣ,, bbox=[818, 1503, 937, 1528]
classified-text: ΝΟΙΚΙΑΖΕΤΑΙ διαμέρισμα άριθ. 91. bbox=[992, 1029, 1089, 1037]
list-item[interactable] bbox=[1165, 847, 1343, 873]
gnostop-p2: 'Οδός Κατεχάκη 27 πλησίον 'Αγ. Μηνά. bbox=[78, 1538, 197, 1546]
rc2-p3: 'Όσον άφορά τήν κοινο-ποίησιν τού έγγράφου ούδε-δήποτε είναι ούτως είς λή-ψιν τήν άνέγερσιν τού. bbox=[1358, 231, 1527, 247]
letters2-p3: «Άλλά καί έκτος τών άνωτέρω άναφερθέντων, δι-ψηλώρομαχής καθίσταται ότι ή κατάστασις αύτης διαιτηρεία έπί τού μέλλον διά τήν άπαγόρευσιν προσωπικού μαι-τιωνότητος: ΔΕΝ ΥΦΙ-ΣΤΑΤΑΙ ούδείς Νόμος σή-μερον ή νομικόν διάταγμα πρός τούς έπί τής Κρήτης ίδιωτικά σχολεία. 'Η έπίδοσις λει-τουργία έπί διακοπτής ίδίω-τικών καθίσταται ἀναγκαία καί άναπόσπαστα τό θέμα τών έκπαιδευτικών. bbox=[600, 287, 773, 344]
classified-text: ΠΟΛΕΣΘΗ βιβλιάριον έκ-σήμων ΙΚΑ άνήκον έν τήν Σωτώ Παντελάκη, θεωρείται ά-κυρον καί ό εύρών παρακαλείται νά τό παραδώση είς τά Γραφεία μας. bbox=[1181, 941, 1343, 964]
right-div-1 bbox=[1158, 175, 1159, 564]
banner-l3: "ΑΡΚΑΔΙΑ,, bbox=[149, 2241, 368, 2284]
col2-p2b: 'Επίσης καί είς τήν Χανίων Πόρτας σταριβεργοστάσιον τής. bbox=[245, 327, 386, 343]
plastinges-ad bbox=[1179, 1989, 1527, 2143]
right-sig4: ΕΛΕΥΘ. ΚΥΠΡΙΩΤΑΚΗΣ bbox=[1216, 319, 1292, 327]
col2-head1: ΑΙ ΞΕΝΑΓΗΣΕΙΣ bbox=[245, 179, 386, 197]
classified-num: 1—4 bbox=[1517, 918, 1531, 926]
nireas-p3: Τό Ναυτικόν Γυμνάσιον Κρήτης «ΝΗΡΕΥΣ» είναι ένα άναγνωρισμένο διά τού Κράτους καί λειτουργεί μέ πλήρη όργανισμόν. bbox=[564, 1616, 921, 1624]
classified-num: 1—5 bbox=[1330, 927, 1343, 935]
autos-l1: ΑΥΤΟΚΙΝΗΤΑ ΕΠΙΒΑΤΙΚΑ bbox=[97, 1966, 325, 1986]
nireas-p1: Τό 'Αναγνωρισμένον Ναυτικόν Γυμνάσιον Κρήτης «ΝΗΡΕΥΣ» είναι μία έκ τών καλυτέρων Σχολών τής Κρήτης πόθεν οί άπόφοιτοι μαθηταί λαμβάνουν πλήρη μόρφωσιν καί 'Απολυτήριον Γυμνασίου καί είσάγονται είς 'Ακαδημίαν, Πανεπι-στήμιον κ.λπ. Σχολές καί είς πλήθην γένωνται Πλοίαρχοι καί 'Ανυψωτισταί, λαμ-βάνοντα Ναυτικόν Φυλλάδιον καί μετά τό τέλος τής Σχολής. bbox=[549, 1574, 1146, 1591]
doctor-name: Δρ. ΝΙΚΟΣ ΠΑΠΑΜΑΤΘΑΙΑΚΗΣ bbox=[374, 1686, 526, 1700]
list-item[interactable] bbox=[1164, 1021, 1343, 1064]
doctor-card bbox=[370, 1614, 530, 1667]
col1-p1c: 'Ο Μέγας έσπερινός άρχεται τήν 7μ.μ. μ. τής Παρασκευής καί όλόβρος τήν κοινώνιον ήμέραν καί όλον 7ην πρωϊνήν, είς τό τέλος τού όποίου γενήσεται ή παραφορά τής 'Ιεράς Εικόνος διά μέσον τών κατοικιών όλων τής Κοινότητος. Κατά τήν εόλοβιγήσουσα αί άγιαι, έν ανεχεία δέ ή θεία λειτουργία. bbox=[67, 261, 224, 310]
classified-dropcap: Ε bbox=[1352, 930, 1366, 952]
doctor-body: 'Επί 3ετίαν μετεκπαιδευθείς είς Βοστώνην 'Ηνωμ. Πολι-τείας καί είς τό κλινικάν bbox=[374, 1771, 526, 1788]
